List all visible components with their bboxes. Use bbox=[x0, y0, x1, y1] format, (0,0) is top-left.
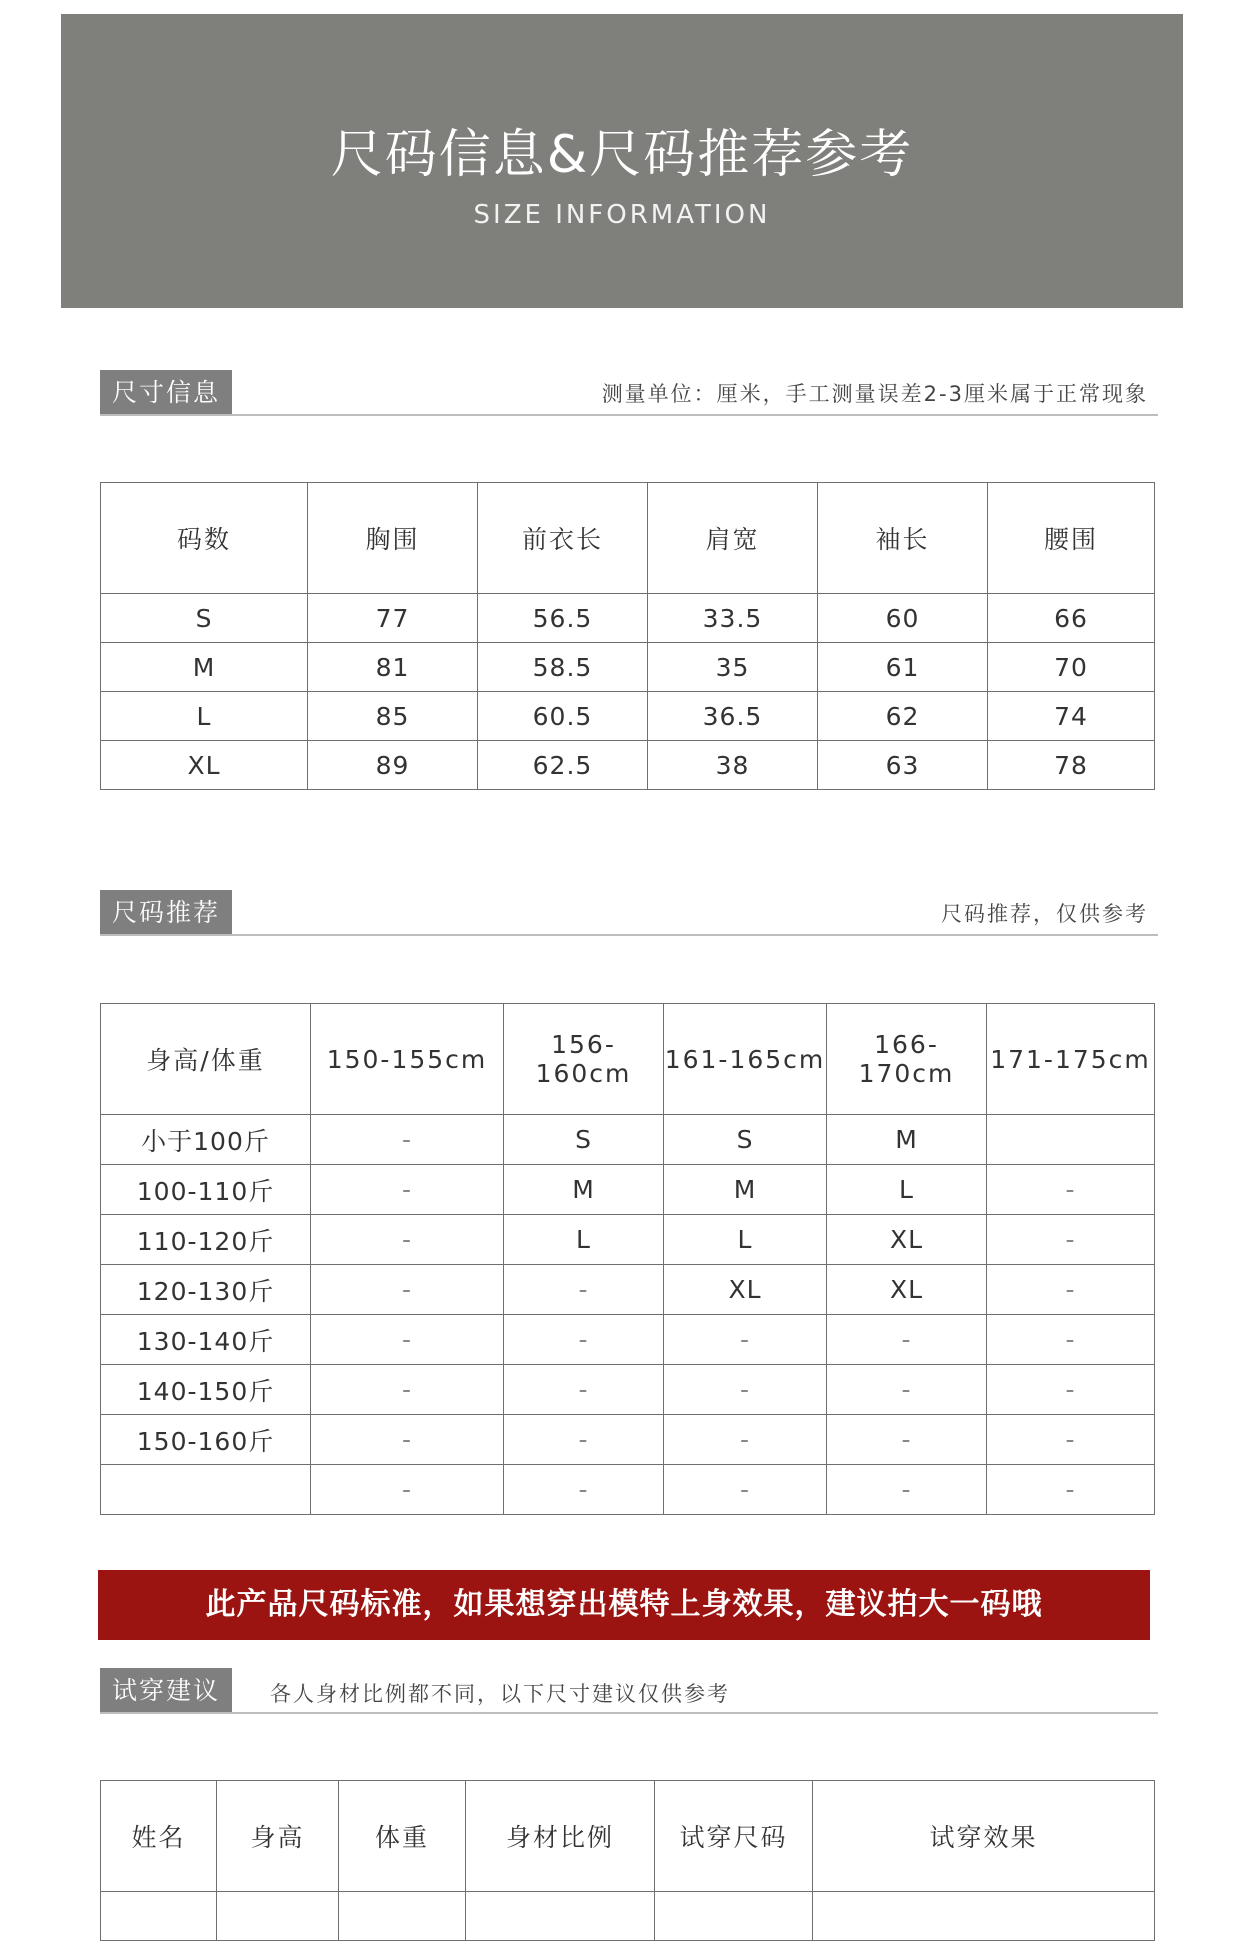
column-header: 姓名 bbox=[101, 1781, 217, 1892]
table-cell: 66 bbox=[988, 594, 1155, 643]
row-label: 110-120斤 bbox=[101, 1215, 311, 1265]
divider bbox=[100, 1712, 1158, 1714]
table-cell: M bbox=[101, 643, 308, 692]
table-cell: 60.5 bbox=[478, 692, 648, 741]
row-label: 130-140斤 bbox=[101, 1315, 311, 1365]
row-label: 100-110斤 bbox=[101, 1165, 311, 1215]
table-cell: - bbox=[987, 1315, 1155, 1365]
size-info-table bbox=[100, 482, 1155, 790]
table-cell: - bbox=[987, 1165, 1155, 1215]
size-info-section-header bbox=[100, 370, 1158, 416]
try-on-section-header bbox=[100, 1668, 1158, 1714]
table-row bbox=[101, 692, 1155, 741]
row-label: 140-150斤 bbox=[101, 1365, 311, 1415]
column-header: 胸围 bbox=[308, 483, 478, 594]
table-cell: - bbox=[311, 1115, 504, 1165]
banner-title: 尺码信息&尺码推荐参考 bbox=[330, 125, 914, 185]
table-cell: M bbox=[827, 1115, 987, 1165]
table-cell: 33.5 bbox=[648, 594, 818, 643]
row-label bbox=[101, 1465, 311, 1515]
table-cell: 38 bbox=[648, 741, 818, 790]
table-cell: - bbox=[987, 1365, 1155, 1415]
table-cell: - bbox=[504, 1415, 664, 1465]
table-row bbox=[101, 1315, 1155, 1365]
table-cell bbox=[217, 1892, 339, 1941]
table-cell: S bbox=[664, 1115, 827, 1165]
table-cell: - bbox=[504, 1315, 664, 1365]
table-cell: 62 bbox=[818, 692, 988, 741]
table-cell: L bbox=[504, 1215, 664, 1265]
table-cell: - bbox=[987, 1465, 1155, 1515]
table-cell bbox=[987, 1115, 1155, 1165]
column-header: 150-155cm bbox=[311, 1004, 504, 1115]
table-cell: - bbox=[827, 1365, 987, 1415]
table-cell: M bbox=[504, 1165, 664, 1215]
table-cell: S bbox=[504, 1115, 664, 1165]
table-cell: - bbox=[311, 1465, 504, 1515]
table-row bbox=[101, 1215, 1155, 1265]
table-cell: - bbox=[311, 1315, 504, 1365]
table-cell: 56.5 bbox=[478, 594, 648, 643]
row-label: 小于100斤 bbox=[101, 1115, 311, 1165]
table-cell: - bbox=[664, 1315, 827, 1365]
size-info-tag: 尺寸信息 bbox=[100, 370, 232, 414]
table-cell bbox=[813, 1892, 1155, 1941]
try-on-note: 各人身材比例都不同，以下尺寸建议仅供参考 bbox=[270, 1682, 730, 1706]
table-row bbox=[101, 643, 1155, 692]
table-cell: - bbox=[504, 1465, 664, 1515]
size-info-note: 测量单位：厘米，手工测量误差2-3厘米属于正常现象 bbox=[601, 382, 1148, 406]
table-header-row bbox=[101, 1781, 1155, 1892]
banner-subtitle: SIZE INFORMATION bbox=[473, 200, 771, 230]
try-on-tag: 试穿建议 bbox=[100, 1668, 232, 1712]
table-cell: 85 bbox=[308, 692, 478, 741]
table-cell: 74 bbox=[988, 692, 1155, 741]
table-cell: XL bbox=[101, 741, 308, 790]
divider bbox=[100, 934, 1158, 936]
table-cell: - bbox=[827, 1415, 987, 1465]
table-cell: - bbox=[311, 1165, 504, 1215]
column-header: 171-175cm bbox=[987, 1004, 1155, 1115]
table-cell: L bbox=[101, 692, 308, 741]
table-cell: XL bbox=[827, 1215, 987, 1265]
table-header-row bbox=[101, 483, 1155, 594]
column-header: 166-170cm bbox=[827, 1004, 987, 1115]
table-row bbox=[101, 1165, 1155, 1215]
table-cell: - bbox=[664, 1415, 827, 1465]
table-cell: M bbox=[664, 1165, 827, 1215]
table-cell: - bbox=[987, 1265, 1155, 1315]
table-row bbox=[101, 594, 1155, 643]
table-cell: - bbox=[311, 1415, 504, 1465]
table-cell bbox=[655, 1892, 813, 1941]
table-cell: L bbox=[664, 1215, 827, 1265]
table-cell: L bbox=[827, 1165, 987, 1215]
table-cell bbox=[101, 1892, 217, 1941]
table-cell: S bbox=[101, 594, 308, 643]
table-row bbox=[101, 1115, 1155, 1165]
column-header: 试穿效果 bbox=[813, 1781, 1155, 1892]
table-cell: - bbox=[664, 1365, 827, 1415]
table-cell: 61 bbox=[818, 643, 988, 692]
try-on-table bbox=[100, 1780, 1155, 1941]
column-header: 156-160cm bbox=[504, 1004, 664, 1115]
column-header: 161-165cm bbox=[664, 1004, 827, 1115]
table-header-row bbox=[101, 1004, 1155, 1115]
table-row bbox=[101, 1365, 1155, 1415]
column-header: 身高 bbox=[217, 1781, 339, 1892]
column-header: 前衣长 bbox=[478, 483, 648, 594]
column-header: 身材比例 bbox=[466, 1781, 655, 1892]
table-cell: XL bbox=[664, 1265, 827, 1315]
size-rec-tag: 尺码推荐 bbox=[100, 890, 232, 934]
table-row bbox=[101, 741, 1155, 790]
column-header: 肩宽 bbox=[648, 483, 818, 594]
table-cell: 63 bbox=[818, 741, 988, 790]
table-row bbox=[101, 1892, 1155, 1941]
divider bbox=[100, 414, 1158, 416]
table-row bbox=[101, 1465, 1155, 1515]
table-cell: 70 bbox=[988, 643, 1155, 692]
column-header: 试穿尺码 bbox=[655, 1781, 813, 1892]
notice-banner: 此产品尺码标准，如果想穿出模特上身效果，建议拍大一码哦 bbox=[98, 1570, 1150, 1640]
table-cell: - bbox=[987, 1215, 1155, 1265]
column-header: 体重 bbox=[339, 1781, 466, 1892]
table-cell: 78 bbox=[988, 741, 1155, 790]
table-cell: - bbox=[827, 1315, 987, 1365]
table-cell: 35 bbox=[648, 643, 818, 692]
row-label: 150-160斤 bbox=[101, 1415, 311, 1465]
table-cell bbox=[466, 1892, 655, 1941]
column-header: 袖长 bbox=[818, 483, 988, 594]
table-cell: - bbox=[504, 1365, 664, 1415]
column-header: 腰围 bbox=[988, 483, 1155, 594]
table-cell: 81 bbox=[308, 643, 478, 692]
table-cell bbox=[339, 1892, 466, 1941]
table-row bbox=[101, 1415, 1155, 1465]
size-rec-table bbox=[100, 1003, 1155, 1515]
table-row bbox=[101, 1265, 1155, 1315]
table-cell: - bbox=[311, 1215, 504, 1265]
table-cell: - bbox=[987, 1415, 1155, 1465]
table-cell: - bbox=[664, 1465, 827, 1515]
size-rec-note: 尺码推荐，仅供参考 bbox=[941, 902, 1148, 926]
row-label: 120-130斤 bbox=[101, 1265, 311, 1315]
table-cell: 77 bbox=[308, 594, 478, 643]
table-cell: 36.5 bbox=[648, 692, 818, 741]
table-cell: XL bbox=[827, 1265, 987, 1315]
column-header: 码数 bbox=[101, 483, 308, 594]
table-cell: 89 bbox=[308, 741, 478, 790]
table-cell: - bbox=[311, 1365, 504, 1415]
table-cell: 60 bbox=[818, 594, 988, 643]
table-cell: - bbox=[827, 1465, 987, 1515]
table-cell: 62.5 bbox=[478, 741, 648, 790]
table-cell: - bbox=[311, 1265, 504, 1315]
table-cell: 58.5 bbox=[478, 643, 648, 692]
size-rec-section-header bbox=[100, 890, 1158, 936]
header-banner bbox=[61, 14, 1183, 308]
table-cell: - bbox=[504, 1265, 664, 1315]
column-header: 身高/体重 bbox=[101, 1004, 311, 1115]
